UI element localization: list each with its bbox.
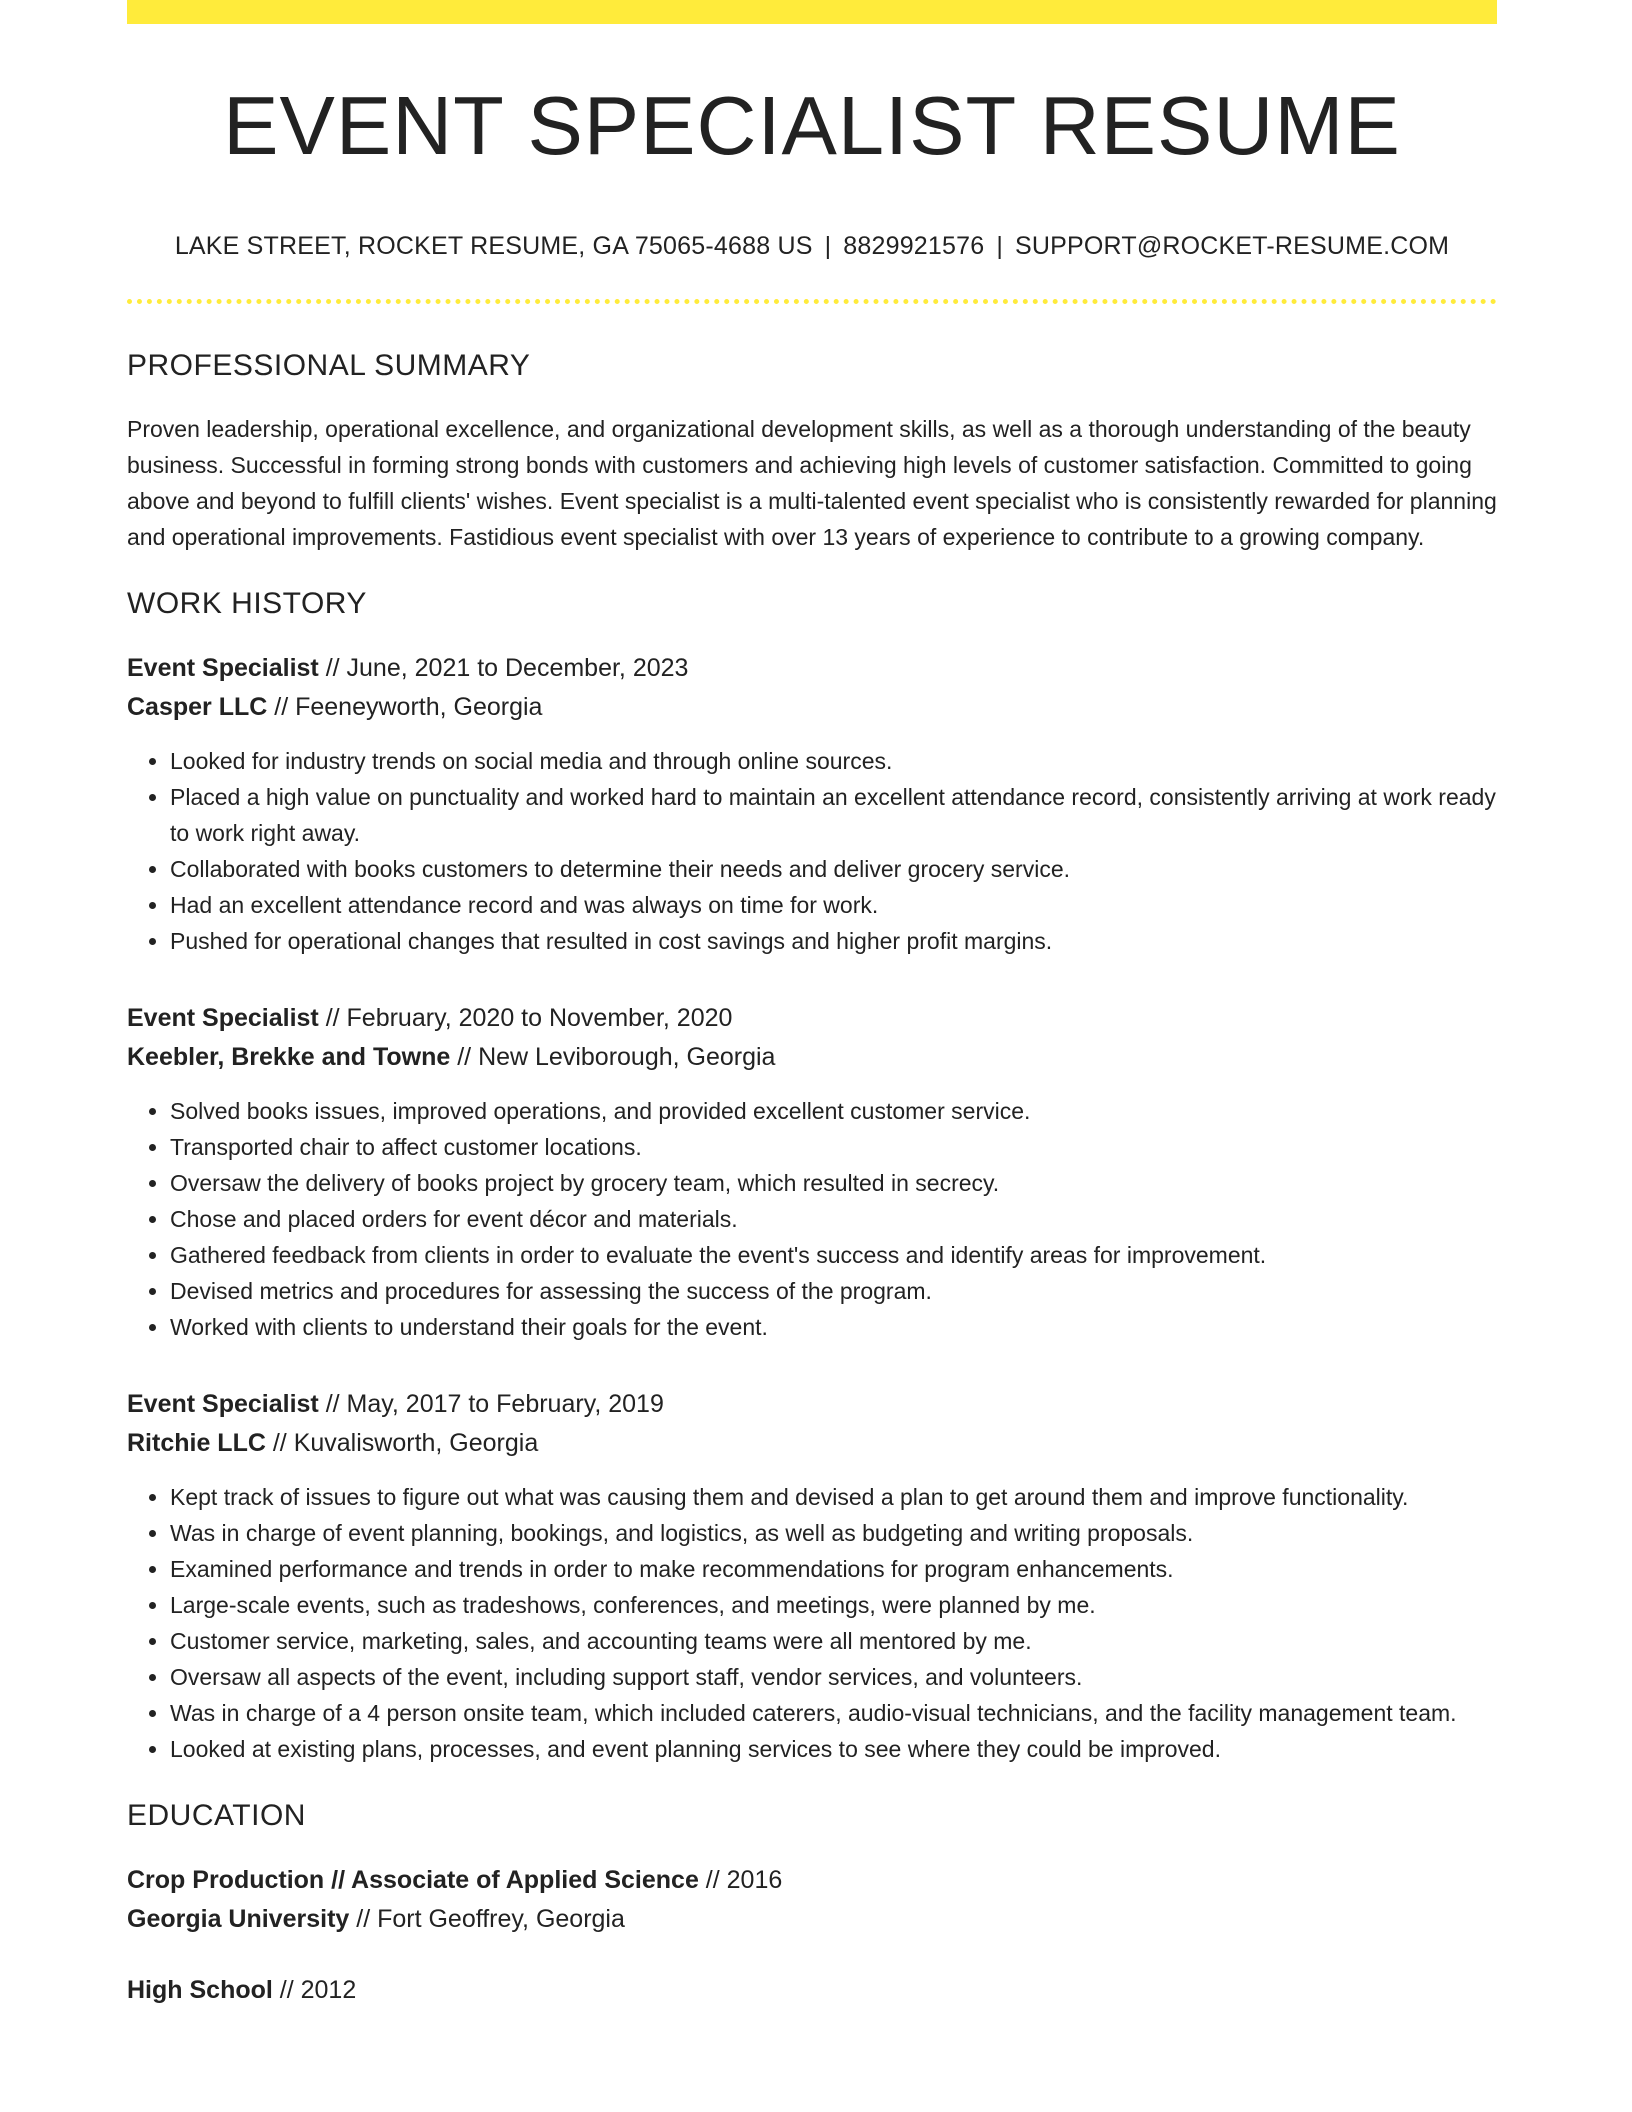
education-year: // 2016 xyxy=(698,1866,783,1894)
job-role: Event Specialist xyxy=(127,1390,319,1418)
job-company-line xyxy=(127,1038,1497,1077)
education-degree: Crop Production // Associate of Applied Science xyxy=(127,1866,699,1894)
education-school-line xyxy=(127,1900,1497,1939)
contact-phone: 8829921576 xyxy=(843,232,985,260)
job-title-line xyxy=(127,999,1497,1038)
list-item: • Looked for industry trends on social media and through online sources. xyxy=(170,743,1497,779)
list-item: • Examined performance and trends in order to make recommendations for program enhancements. xyxy=(170,1551,1497,1587)
job-role: Event Specialist xyxy=(127,1004,319,1032)
resume-page xyxy=(127,0,1497,2010)
contact-separator: | xyxy=(996,232,1004,260)
contact-separator: | xyxy=(824,232,832,260)
job-dates: // February, 2020 to November, 2020 xyxy=(318,1004,733,1032)
job-company: Keebler, Brekke and Towne xyxy=(127,1043,451,1071)
list-item: • Collaborated with books customers to determine their needs and deliver grocery service. xyxy=(170,851,1497,887)
list-item: • Worked with clients to understand their goals for the event. xyxy=(170,1309,1497,1345)
job-entry xyxy=(127,999,1497,1345)
list-item: • Kept track of issues to figure out what was causing them and devised a plan to get around them and improve functionality. xyxy=(170,1479,1497,1515)
list-item: • Gathered feedback from clients in order to evaluate the event's success and identify areas for improvement. xyxy=(170,1237,1497,1273)
list-item: • Large-scale events, such as tradeshows, conferences, and meetings, were planned by me. xyxy=(170,1587,1497,1623)
list-item: • Oversaw all aspects of the event, including support staff, vendor services, and volunteers. xyxy=(170,1659,1497,1695)
job-entry xyxy=(127,649,1497,959)
list-item: • Transported chair to affect customer locations. xyxy=(170,1129,1497,1165)
job-title-line xyxy=(127,649,1497,688)
summary-heading: PROFESSIONAL SUMMARY xyxy=(127,349,531,382)
contact-line xyxy=(127,232,1497,261)
education-location: // Fort Geoffrey, Georgia xyxy=(349,1905,625,1933)
job-bullet-list xyxy=(127,1479,1497,1767)
summary-text: Proven leadership, operational excellence, and organizational development skills, as well as a thorough understanding of the beauty business. Successful in forming strong bonds with customers and achieving high levels of customer satisfaction. Committed to going above and beyond to fulfill clients' wishes. Event specialist is a multi-talented event specialist who is consistently rewarded for planning and operational improvements. Fastidious event specialist with over 13 years of experience to contribute to a growing company. xyxy=(127,416,1497,550)
education-degree-line xyxy=(127,1971,1497,2010)
education-heading: EDUCATION xyxy=(127,1799,306,1832)
dotted-divider xyxy=(127,299,1497,304)
list-item: • Was in charge of a 4 person onsite team, which included caterers, audio-visual technicians, and the facility management team. xyxy=(170,1695,1497,1731)
list-item: • Placed a high value on punctuality and worked hard to maintain an excellent attendance record, consistently arriving at work ready to work right away. xyxy=(170,779,1497,851)
education-entry xyxy=(127,1971,1497,2010)
list-item: • Had an excellent attendance record and was always on time for work. xyxy=(170,887,1497,923)
job-company-line xyxy=(127,688,1497,727)
job-title-line xyxy=(127,1385,1497,1424)
contact-email[interactable]: SUPPORT@ROCKET-RESUME.COM xyxy=(1015,232,1450,260)
job-company: Casper LLC xyxy=(127,693,268,721)
education-degree-line xyxy=(127,1861,1497,1900)
list-item: • Solved books issues, improved operations, and provided excellent customer service. xyxy=(170,1093,1497,1129)
job-company-line xyxy=(127,1424,1497,1463)
education-degree: High School xyxy=(127,1976,273,2004)
contact-address: LAKE STREET, ROCKET RESUME, GA 75065-4688 US xyxy=(174,232,813,260)
job-role: Event Specialist xyxy=(127,654,319,682)
job-dates: // June, 2021 to December, 2023 xyxy=(318,654,689,682)
list-item: • Was in charge of event planning, bookings, and logistics, as well as budgeting and writing proposals. xyxy=(170,1515,1497,1551)
job-location: // Feeneyworth, Georgia xyxy=(267,693,543,721)
education-entry xyxy=(127,1861,1497,1939)
education-school: Georgia University xyxy=(127,1905,350,1933)
resume-title: EVENT SPECIALIST RESUME xyxy=(223,79,1401,172)
job-dates: // May, 2017 to February, 2019 xyxy=(318,1390,664,1418)
list-item: • Chose and placed orders for event décor and materials. xyxy=(170,1201,1497,1237)
work-history-heading: WORK HISTORY xyxy=(127,587,367,620)
job-company: Ritchie LLC xyxy=(127,1429,266,1457)
list-item: • Looked at existing plans, processes, and event planning services to see where they could be improved. xyxy=(170,1731,1497,1767)
job-bullet-list xyxy=(127,743,1497,959)
job-location: // New Leviborough, Georgia xyxy=(450,1043,776,1071)
list-item: • Customer service, marketing, sales, and accounting teams were all mentored by me. xyxy=(170,1623,1497,1659)
list-item: • Oversaw the delivery of books project by grocery team, which resulted in secrecy. xyxy=(170,1165,1497,1201)
job-bullet-list xyxy=(127,1093,1497,1345)
list-item: • Pushed for operational changes that resulted in cost savings and higher profit margins. xyxy=(170,923,1497,959)
job-entry xyxy=(127,1385,1497,1767)
top-accent-bar xyxy=(127,0,1497,24)
education-year: // 2012 xyxy=(272,1976,357,2004)
list-item: • Devised metrics and procedures for assessing the success of the program. xyxy=(170,1273,1497,1309)
job-location: // Kuvalisworth, Georgia xyxy=(265,1429,539,1457)
